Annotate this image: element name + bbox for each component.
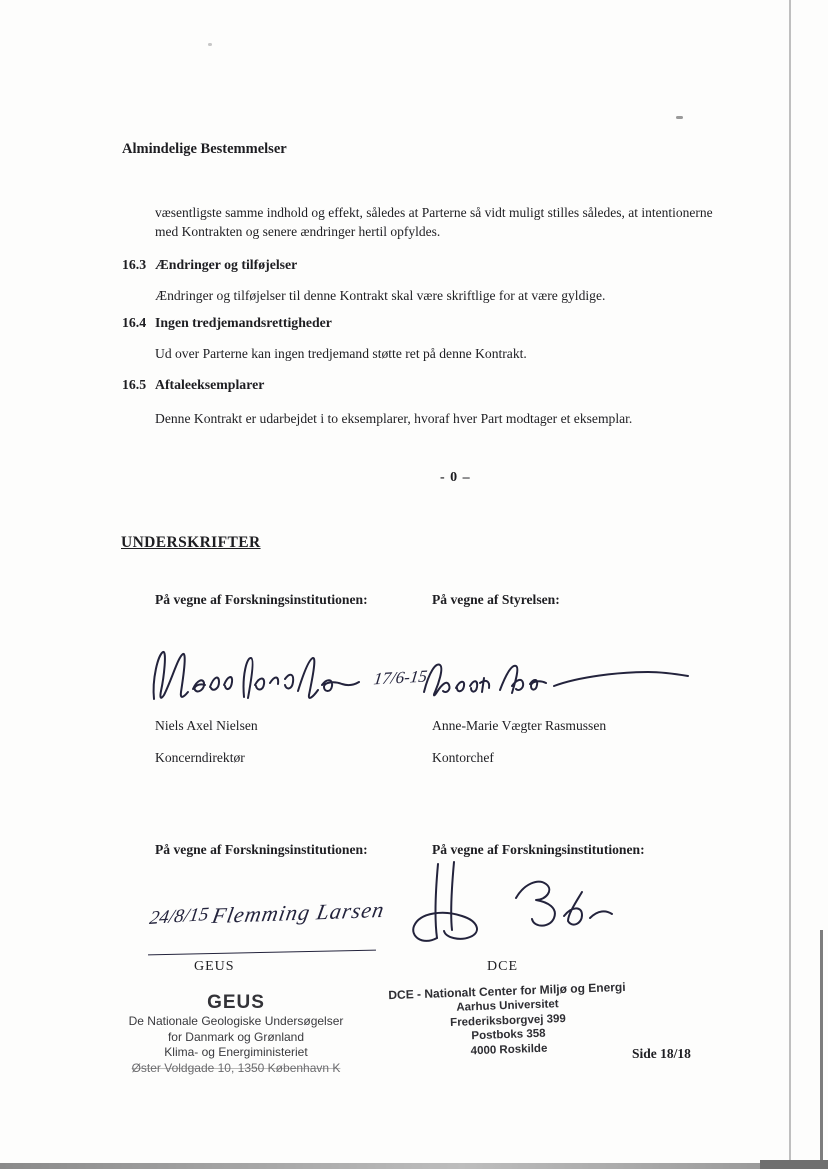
dce-stamp-line: Postboks 358: [471, 1027, 546, 1043]
dce-stamp-line: 4000 Roskilde: [470, 1042, 548, 1057]
signature-dce-representative: [404, 858, 634, 953]
clause-16-5-body: Denne Kontrakt er udarbejdet i to eksemplarer, hvoraf hver Part modtager et eksemplar.: [155, 411, 633, 426]
sig2-right-label: På vegne af Forskningsinstitutionen:: [432, 842, 645, 857]
intro-paragraph: væsentligste samme indhold og effekt, således at Parterne så vidt muligt stilles således, at intentionerne med Kontrakten og senere ændringer hertil opfyldes.: [155, 205, 713, 239]
clause-title: Ingen tredjemandsrettigheder: [155, 315, 332, 330]
clause-16-3-body: Ændringer og tilføjelser til denne Kontrakt skal være skriftlige for at være gyldige.: [155, 288, 606, 303]
dce-stamp-line: DCE - Nationalt Center for Miljø og Energi: [388, 979, 626, 1003]
scan-artifact-right-edge: [820, 930, 823, 1169]
geus-stamp-line: for Danmark og Grønland: [167, 1029, 305, 1044]
sig1-right-title: Kontorchef: [432, 750, 494, 765]
sig2-left-label: På vegne af Forskningsinstitutionen:: [155, 842, 368, 857]
clause-number: 16.5: [122, 377, 147, 392]
signature-underline: [148, 950, 376, 956]
geus-stamp-line: De Nationale Geologiske Undersøgelser: [128, 1014, 344, 1028]
clause-title: Ændringer og tilføjelser: [155, 257, 298, 272]
clause-16-3-heading: [122, 257, 297, 273]
clause-title: Aftaleeksemplarer: [155, 377, 265, 392]
scan-artifact-speck: [676, 116, 683, 119]
signature-anne-marie-rasmussen: [416, 650, 694, 702]
signatures-heading: UNDERSKRIFTER: [121, 534, 261, 551]
sig1-right-name: Anne-Marie Vægter Rasmussen: [432, 718, 607, 733]
clause-16-5-heading: [122, 377, 264, 393]
org-label-geus: GEUS: [194, 959, 235, 974]
geus-stamp-line: Øster Voldgade 10, 1350 København K: [131, 1060, 341, 1075]
dce-stamp: [377, 979, 639, 1061]
clause-number: 16.4: [122, 315, 147, 330]
sig1-left-label: På vegne af Forskningsinstitutionen:: [155, 592, 368, 607]
geus-stamp: [100, 992, 372, 1076]
geus-stamp-line: Klima- og Energiministeriet: [164, 1045, 308, 1059]
sig1-left-title: Koncerndirektør: [155, 750, 245, 765]
scan-artifact-speck: [208, 43, 212, 46]
signature-niels-axel-nielsen: [148, 645, 366, 707]
geus-stamp-name: GEUS: [207, 992, 265, 1013]
scan-artifact-vertical-line: [789, 0, 791, 1169]
clause-number: 16.3: [122, 257, 147, 272]
scan-artifact-bottom-corner: [760, 1160, 828, 1169]
page-number: Side 18/18: [632, 1046, 691, 1061]
dce-stamp-line: Frederiksborgvej 399: [449, 1012, 567, 1029]
clause-16-4-heading: [122, 315, 332, 331]
scan-artifact-bottom-edge: [0, 1163, 770, 1169]
clause-16-4-body: Ud over Parterne kan ingen tredjemand støtte ret på denne Kontrakt.: [155, 346, 527, 361]
sig1-left-name: Niels Axel Nielsen: [155, 718, 258, 733]
dce-stamp-line: Aarhus Universitet: [456, 998, 559, 1014]
sig1-right-label: På vegne af Styrelsen:: [432, 592, 560, 607]
handwritten-name-flemming-larsen: Flemming Larsen: [210, 897, 387, 928]
page-heading: Almindelige Bestemmelser: [122, 141, 287, 157]
handwritten-date-row2: 24/8/15: [148, 904, 210, 930]
handwritten-date-row1: 17/6-15: [372, 666, 429, 689]
org-label-dce: DCE: [487, 959, 518, 974]
section-divider: - 0 –: [440, 470, 471, 485]
